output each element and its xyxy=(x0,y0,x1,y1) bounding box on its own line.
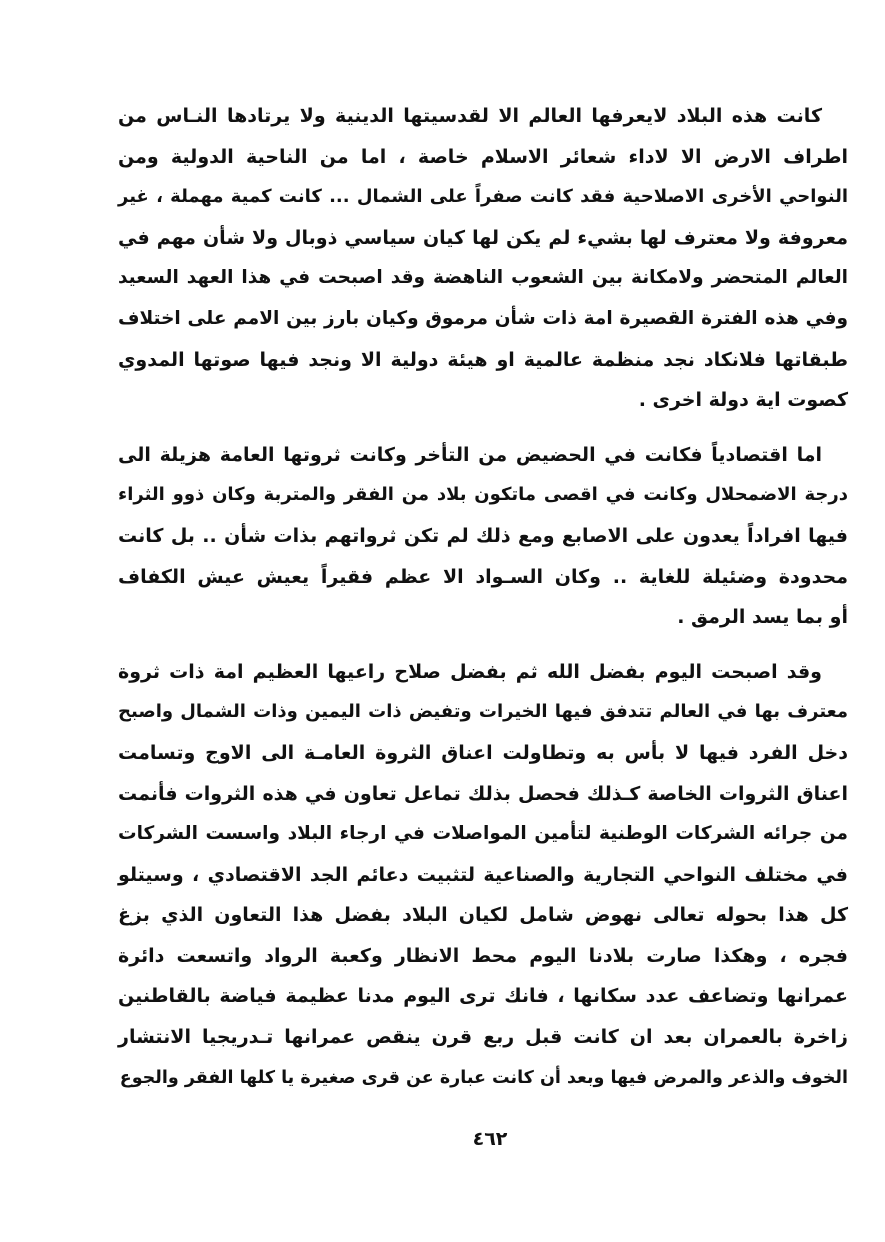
paragraph xyxy=(118,652,848,1099)
text-line: معروفة ولا معترف لها بشيء لم يكن لها كيان سياسي ذوبال ولا شأن مهم في xyxy=(118,226,848,249)
text-line: الخوف والذعر والمرض فيها وبعد أن كانت عبارة عن قرى صغيرة يا كلها الفقر والجوع xyxy=(119,1067,848,1088)
text-line: اما اقتصادياً فكانت في الحضيض من التأخر وكانت ثروتها العامة هزيلة الى xyxy=(118,443,822,466)
text-line: أو بما يسد الرمق . xyxy=(677,606,848,629)
text-line: كانت هذه البلاد لايعرفها العالم الا لقدسيتها الدينية ولا يرتادها النـاس من xyxy=(118,105,822,127)
text-line: طبقاتها فلانكاد نجد منظمة عالمية او هيئة دولية الا ونجد فيها صوتها المدوي xyxy=(118,348,848,371)
text-line: وفي هذه الفترة القصيرة امة ذات شأن مرموق وكيان بارز بين الامم على اختلاف xyxy=(118,307,848,329)
text-line: اطراف الارض الا لاداء شعائر الاسلام خاصة ، اما من الناحية الدولية ومن xyxy=(118,145,848,168)
text-line: النواحي الأخرى الاصلاحية فقد كانت صفراً على الشمال ... كانت كمية مهملة ، غير xyxy=(118,186,848,208)
text-line: كل هذا بحوله تعالى نهوض شامل لكيان البلاد بفضل هذا التعاون الذي بزغ xyxy=(118,904,848,927)
text-line: درجة الاضمحلال وكانت في اقصى ماتكون بلاد من الفقر والمتربة وكان ذوو الثراء xyxy=(118,484,848,506)
body-text xyxy=(118,96,848,1098)
text-line: كصوت اية دولة اخرى . xyxy=(638,389,848,412)
text-line: دخل الفرد فيها لا بأس به وتطاولت اعناق الثروة العامـة الى الاوج وتسامت xyxy=(118,741,848,764)
text-line: وقد اصبحت اليوم بفضل الله ثم بفضل صلاح راعيها العظيم امة ذات ثروة xyxy=(118,660,822,683)
text-line: معترف بها في العالم تتدفق فيها الخيرات وتفيض ذات اليمين وذات الشمال واصبح xyxy=(118,701,848,723)
page-number: ٤٦٢ xyxy=(472,1128,508,1150)
paragraph xyxy=(118,435,848,638)
text-line: العالم المتحضر ولامكانة بين الشعوب الناهضة وقد اصبحت في هذا العهد السعيد xyxy=(118,267,848,289)
text-line: محدودة وضئيلة للغاية .. وكان السـواد الا عظم فقيراً يعيش عيش الكفاف xyxy=(118,565,848,588)
text-line: في مختلف النواحي التجارية والصناعية لتثبيت دعائم الجد الاقتصادي ، وسيتلو xyxy=(118,863,848,886)
text-line: فجره ، وهكذا صارت بلادنا اليوم محط الانظار وكعبة الرواد واتسعت دائرة xyxy=(118,944,848,967)
text-line: زاخرة بالعمران بعد ان كانت قبل ربع قرن ينقص عمرانها تـدريجيا الانتشار xyxy=(118,1026,848,1049)
text-line: اعناق الثروات الخاصة كـذلك فحصل بذلك تماعل تعاون في هذه الثروات فأنمت xyxy=(118,782,848,805)
text-line: من جرائه الشركات الوطنية لتأمين المواصلات في ارجاء البلاد واسست الشركات xyxy=(118,823,848,845)
text-line: عمرانها وتضاعف عدد سكانها ، فانك ترى اليوم مدنا عظيمة فياضة بالقاطنين xyxy=(118,985,848,1008)
text-line: فيها افراداً يعدون على الاصابع ومع ذلك لم تكن ثرواتهم بذات شأن .. بل كانت xyxy=(118,524,848,547)
paragraph xyxy=(118,96,848,421)
